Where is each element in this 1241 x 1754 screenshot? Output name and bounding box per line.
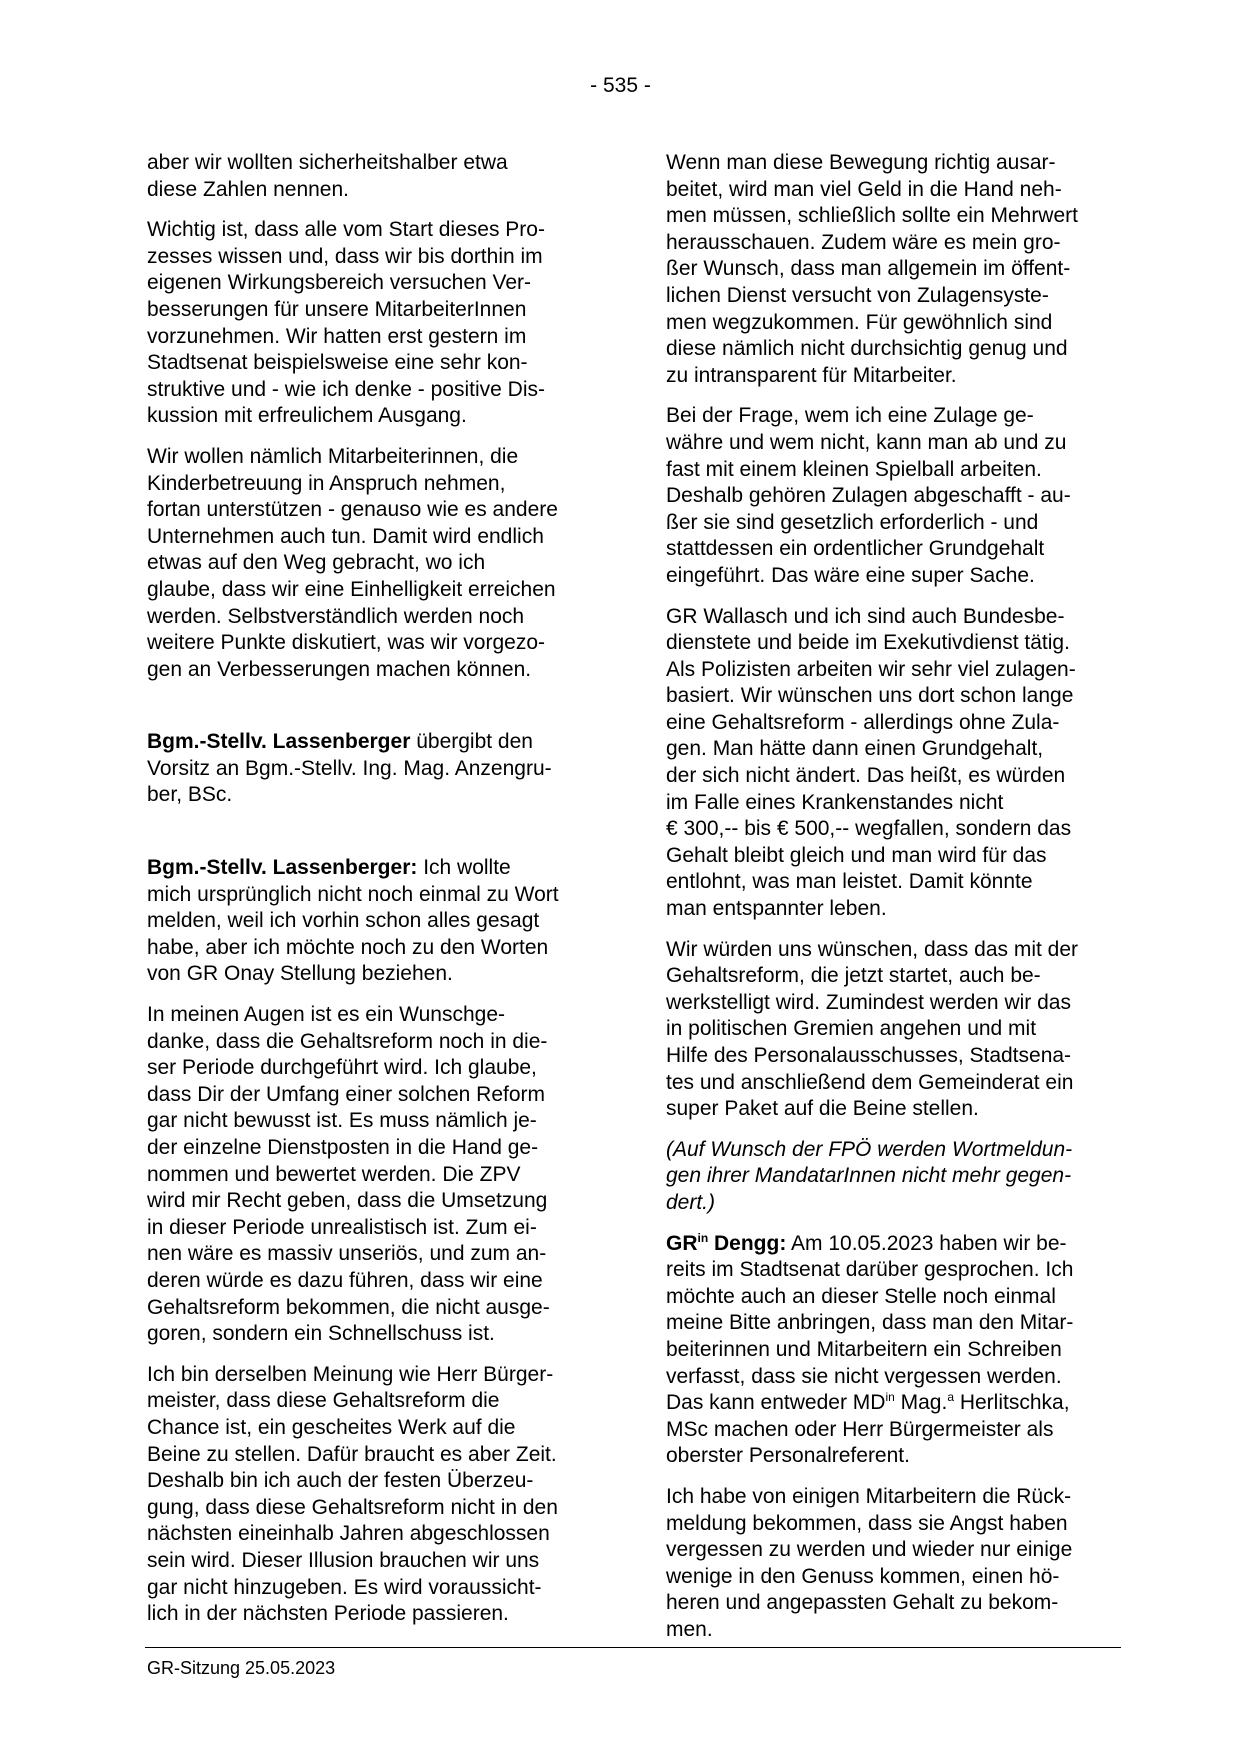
page-number: - 535 - bbox=[590, 74, 651, 97]
right-column bbox=[666, 150, 1121, 1657]
paragraph: Wir wollen nämlich Mitarbeiterinnen, die Kinderbetreuung in Anspruch nehmen, fortan unterstützen - genauso wie es andere Unternehmen auch tun. Damit wird endlich etwas auf den Weg gebracht, wo ich glaube, dass wir eine Einhelligkeit erreichen werden. Selbstverständlich werden noch weitere Punkte diskutiert, was wir vorgezo- gen an Verbesserungen machen können. bbox=[147, 444, 558, 681]
paragraph: Wenn man diese Bewegung richtig ausar- beitet, wird man viel Geld in die Hand neh- men müssen, schließlich sollte ein Mehrwert herausschauen. Zudem wäre es mein gro- ßer Wunsch, dass man allgemein im öffent- lichen Dienst versucht von Zulagensyste- men wegzukommen. Für gewöhnlich sind diese nämlich nicht durchsichtig genug und zu intransparent für Mitarbeiter. bbox=[666, 151, 1078, 387]
paragraph-text: Am 10.05.2023 haben wir be- reits im Stadtsenat darüber gesprochen. Ich möchte auch an dieser Stelle noch einmal meine Bitte anbringen, dass man den Mitar- beiterinnen und Mitarbeitern ein Schreiben verfasst, dass sie nicht vergessen werden. Das kann entweder MD bbox=[666, 1231, 1074, 1415]
paragraph: Ich habe von einigen Mitarbeitern die Rück- meldung bekommen, dass sie Angst haben vergessen zu werden und wieder nur einige wenige in den Genuss kommen, einen hö- heren und angepassten Gehalt zu bekom- men. bbox=[666, 1484, 1073, 1641]
paragraph: Wir würden uns wünschen, dass das mit der Gehaltsreform, die jetzt startet, auch be- werkstelligt wird. Zumindest werden wir das in politischen Gremien angehen und mit Hilfe des Personalausschusses, Stadtsena- tes und anschließend dem Gemeinderat ein super Paket auf die Beine stellen. bbox=[666, 937, 1079, 1121]
superscript: in bbox=[697, 1230, 709, 1245]
paragraph: Bei der Frage, wem ich eine Zulage ge- währe und wem nicht, kann man ab und zu fast mit einem kleinen Spielball arbeiten. Deshalb gehören Zulagen abgeschafft - au- ßer sie sind gesetzlich erforderlich - und stattdessen ein ordentlicher Grundgehalt eingeführt. Das wäre eine super Sache. bbox=[666, 404, 1071, 587]
speaker-surname: Dengg: bbox=[708, 1231, 787, 1255]
superscript: in bbox=[885, 1390, 895, 1405]
paragraph: In meinen Augen ist es ein Wunschge- danke, dass die Gehaltsreform noch in die- ser Periode durchgeführt wird. Ich glaube, dass Dir der Umfang einer solchen Reform gar nicht bewusst ist. Es muss nämlich je- der einzelne Dienstposten in die Hand ge- nommen und bewertet werden. Die ZPV wird mir Recht geben, dass die Umsetzung in dieser Periode unrealistisch ist. Zum ei- nen wäre es massiv unseriös, und zum an- deren würde es dazu führen, dass wir eine Gehaltsreform bekommen, die nicht ausge- goren, sondern ein Schnellschuss ist. bbox=[147, 1003, 550, 1346]
paragraph: Ich bin derselben Meinung wie Herr Bürger- meister, dass diese Gehaltsreform die Chance ist, ein gescheites Werk auf die Beine zu stellen. Dafür braucht es aber Zeit. Deshalb bin ich auch der festen Überzeu- gung, dass diese Gehaltsreform nicht in den nächsten eineinhalb Jahren abgeschlossen sein wird. Dieser Illusion brauchen wir uns gar nicht hinzugeben. Es wird voraussicht- lich in der nächsten Periode passieren. bbox=[147, 1362, 558, 1626]
speech-paragraph bbox=[666, 1231, 1121, 1470]
left-column bbox=[147, 150, 607, 1642]
speaker-title: GR bbox=[666, 1231, 698, 1255]
editorial-note: (Auf Wunsch der FPÖ werden Wortmeldun- gen ihrer MandatarInnen nicht mehr gegen- dert.) bbox=[666, 1137, 1073, 1214]
paragraph: GR Wallasch und ich sind auch Bundesbe- dienstete und beide im Exekutivdienst tätig. Als Polizisten arbeiten wir sehr viel zulagen- basiert. Wir wünschen uns dort schon lange eine Gehaltsreform - allerdings ohne Zula- gen. Man hätte dann einen Grundgehalt, der sich nicht ändert. Das heißt, es würden im Falle eines Krankenstandes nicht € 300,-- bis € 500,-- wegfallen, sondern das Gehalt bleibt gleich und man wird für das entlohnt, was man leistet. Damit könnte man entspannter leben. bbox=[666, 604, 1076, 921]
speech-paragraph bbox=[147, 855, 607, 988]
paragraph: aber wir wollten sicherheitshalber etwa diese Zahlen nennen. bbox=[147, 151, 508, 201]
superscript: a bbox=[947, 1390, 954, 1405]
speaker-name: Bgm.-Stellv. Lassenberger bbox=[147, 730, 411, 754]
paragraph-text: Mag. bbox=[894, 1391, 948, 1415]
paragraph-text: übergibt den Vorsitz an Bgm.-Stellv. Ing. Mag. Anzengru- ber, BSc. bbox=[147, 730, 552, 807]
paragraph: Wichtig ist, dass alle vom Start dieses Pro- zesses wissen und, dass wir bis dorthin im eigenen Wirkungsbereich versuchen Ver- besserungen für unsere MitarbeiterInnen vorzunehmen. Wir hatten erst gestern im Stadtsenat beispielsweise eine sehr kon- struktive und - wie ich denke - positive Dis- kussion mit erfreulichem Ausgang. bbox=[147, 218, 545, 428]
chair-handover-paragraph bbox=[147, 729, 607, 809]
footer-divider bbox=[145, 1647, 1121, 1648]
speaker-name bbox=[666, 1232, 786, 1255]
paragraph-text: Herlitschka, MSc machen oder Herr Bürgermeister als oberster Personalreferent. bbox=[666, 1391, 1070, 1468]
speaker-name: Bgm.-Stellv. Lassenberger: bbox=[147, 856, 418, 880]
paragraph-text: Ich wollte mich ursprünglich nicht noch einmal zu Wort melden, weil ich vorhin schon alles gesagt habe, aber ich möchte noch zu den Worten von GR Onay Stellung beziehen. bbox=[147, 856, 559, 986]
footer-session-date: GR-Sitzung 25.05.2023 bbox=[147, 1658, 336, 1678]
